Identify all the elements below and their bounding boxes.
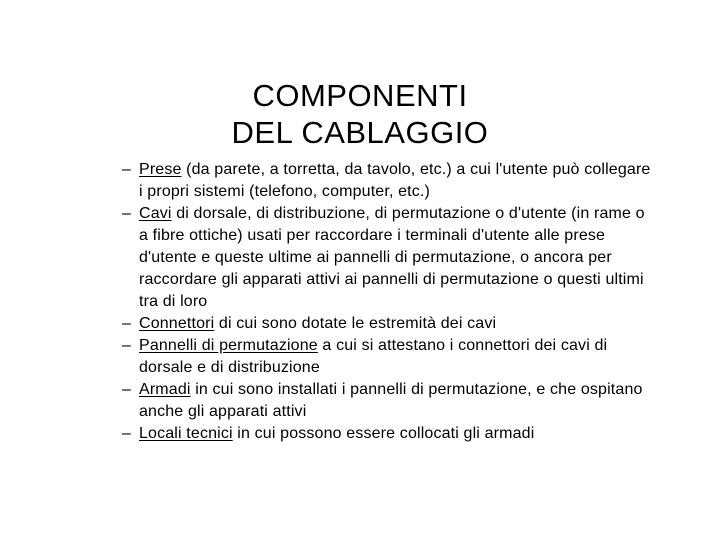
slide-title-line-2: DEL CABLAGGIO [231, 114, 489, 150]
bullet-term: Armadi [139, 381, 191, 398]
bullet-dash: – [122, 381, 132, 398]
bullet-term: Connettori [139, 315, 215, 332]
bullet-dash: – [122, 315, 132, 332]
bullet-item-armadi [122, 379, 652, 423]
bullet-term: Pannelli di permutazione [139, 337, 318, 354]
bullet-term: Cavi [139, 205, 172, 222]
bullet-item-connettori [122, 313, 652, 335]
bullet-item-cavi [122, 203, 652, 313]
bullet-dash: – [122, 425, 132, 442]
bullet-dash: – [122, 205, 132, 222]
bullet-term: Prese [139, 161, 182, 178]
bullet-text: di dorsale, di distribuzione, di permutazione o d'utente (in rame o a fibre ottiche) usati per raccordare i terminali d'utente alle prese d'utente e queste ultime ai pannelli di permutazione, o ancora per raccordare gli apparati attivi ai pannelli di permutazione o questi ultimi tra di loro [139, 205, 645, 310]
bullet-item-locali-tecnici [122, 423, 652, 445]
slide-title [150, 77, 570, 151]
bullet-text: a cui si attestano i connettori dei cavi di dorsale e di distribuzione [139, 337, 608, 376]
bullet-item-prese [122, 159, 652, 203]
bullet-item-pannelli [122, 335, 652, 379]
bullet-dash: – [122, 161, 132, 178]
slide-title-line-1: COMPONENTI [252, 77, 468, 113]
bullet-dash: – [122, 337, 132, 354]
bullet-term: Locali tecnici [139, 425, 233, 442]
bullet-text: di cui sono dotate le estremità dei cavi [214, 315, 497, 332]
bullet-text: (da parete, a torretta, da tavolo, etc.) a cui l'utente può collegare i propri sistemi (telefono, computer, etc.) [139, 161, 651, 200]
bullet-text: in cui possono essere collocati gli armadi [232, 425, 535, 442]
bullet-list [122, 159, 652, 445]
bullet-text: in cui sono installati i pannelli di permutazione, e che ospitano anche gli apparati attivi [139, 381, 643, 420]
